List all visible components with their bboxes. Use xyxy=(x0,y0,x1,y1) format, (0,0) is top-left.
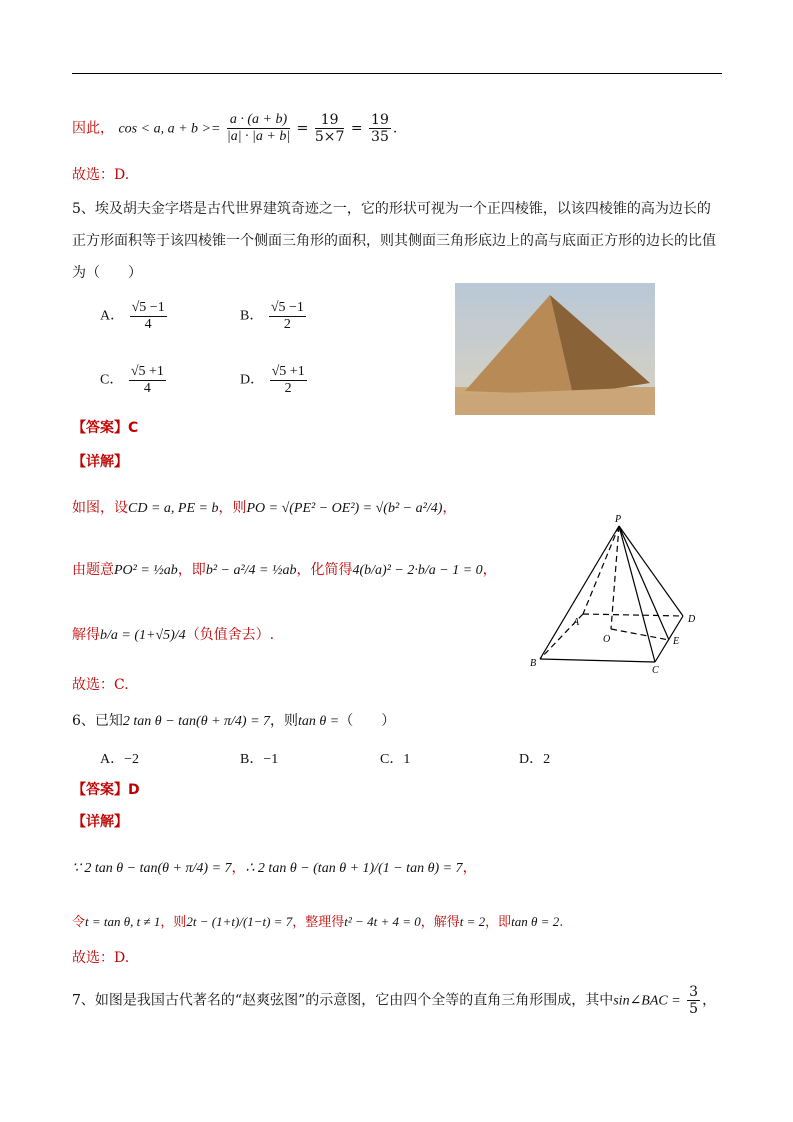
q6-option-c: C．1 xyxy=(380,752,411,767)
q4-fraction-2: $\frac{19}{5\times 7}$ xyxy=(314,112,345,145)
q5-solution-line-1: 如图，设CD = a, PE = b，则PO = √(PE² − OE²) = √(b² − a²/4)， xyxy=(72,500,457,516)
q6-solution-line-2: 令t = tan θ, t ≠ 1，则2t − (1+t)/(1−t) = 7，整理得t² − 4t + 4 = 0，解得t = 2，即tan θ = 2. xyxy=(72,914,564,930)
pyramid-photo xyxy=(455,283,655,415)
q5-solution-line-2: 由题意PO² = ½ab，即b² − a²/4 = ½ab，化简得4(b/a)² − 2·b/a − 1 = 0， xyxy=(72,562,497,578)
q4-conclusion: 因此， cos < a, a + b >= $\frac{a \cdot (a + b)}{|a| \cdot |a + b|}$ = $\frac{19}{5\times 7}$ = $\frac{19}{35}$ . xyxy=(72,112,398,145)
q4-answer: 故选：D. xyxy=(72,167,130,183)
header-rule xyxy=(72,73,722,74)
pyramid-diagram xyxy=(525,512,705,677)
q6-answer-tag: 【答案】D xyxy=(72,782,140,798)
q5-stem: 5、埃及胡夫金字塔是古代世界建筑奇迹之一，它的形状可视为一个正四棱锥，以该四棱锥的高为边长的正方形面积等于该四棱锥一个侧面三角形的面积，则其侧面三角形底边上的高与底面正方形的边长的比值为（ ） xyxy=(72,201,716,281)
q4-fraction-3: $\frac{19}{35}$ xyxy=(371,112,389,145)
q5-answer: 故选：C. xyxy=(72,677,129,693)
q7-stem: 7、如图是我国古代著名的“赵爽弦图”的示意图，它由四个全等的直角三角形围成，其中sin∠BAC = $\frac{3}{5}$ ， xyxy=(72,984,717,1017)
q6-option-d: D．2 xyxy=(519,752,551,767)
q5-solution-line-3: 解得b/a = (1+√5)/4（负值舍去）. xyxy=(72,627,275,643)
q6-stem: 6、已知2 tan θ − tan(θ + π/4) = 7，则tan θ =（ ） xyxy=(72,713,396,729)
q6-option-b: B．−1 xyxy=(240,752,279,767)
q6-detail-tag: 【详解】 xyxy=(72,814,128,830)
q5-answer-tag: 【答案】C xyxy=(72,420,139,436)
q6-option-a: A．−2 xyxy=(100,752,140,767)
q5-option-d: D． $\frac{√5 +1}{2}$ xyxy=(240,364,305,396)
q5-detail-tag: 【详解】 xyxy=(72,454,128,470)
q5-option-b: B． $\frac{√5 -1}{2}$ xyxy=(240,300,304,332)
q5-option-c: C． $\frac{√5 +1}{4}$ xyxy=(100,364,164,396)
label-o: O xyxy=(603,634,611,645)
label-c: C xyxy=(652,665,659,676)
q4-fraction-1: $\frac{a \cdot (a + b)}{|a| \cdot |a + b|}$ xyxy=(226,112,291,144)
q6-solution-line-1: ∵ 2 tan θ − tan(θ + π/4) = 7，∴ 2 tan θ − (tan θ + 1)/(1 − tan θ) = 7， xyxy=(72,860,477,876)
label-p: P xyxy=(615,514,622,525)
label-e: E xyxy=(673,636,680,647)
label-b: B xyxy=(530,658,537,669)
q5-option-a: A． $\frac{√5 -1}{4}$ xyxy=(100,300,165,332)
label-a: A xyxy=(573,617,580,628)
q6-answer: 故选：D. xyxy=(72,950,130,966)
label-d: D xyxy=(688,614,696,625)
